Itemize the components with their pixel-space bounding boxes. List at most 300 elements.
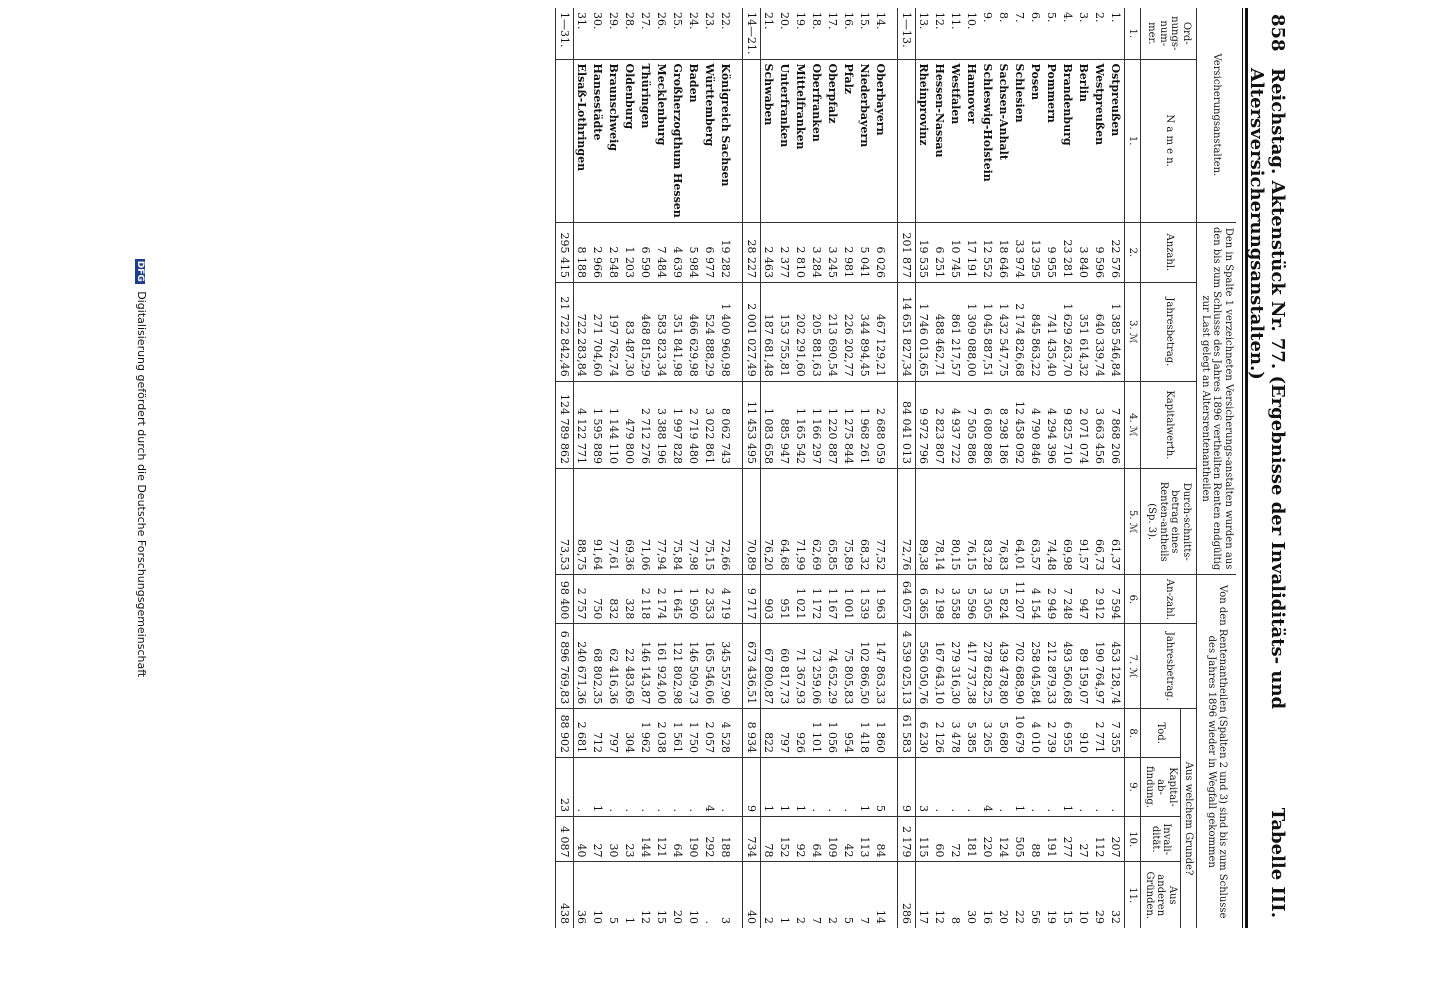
cell-jahr2: 278 628,25 xyxy=(980,624,996,709)
table-row xyxy=(964,8,980,928)
cell-jahr2: 67 800,87 xyxy=(761,624,778,709)
cell-inv: 505 xyxy=(1012,816,1028,862)
column-number: 1. xyxy=(1125,59,1142,222)
table-body xyxy=(556,8,1125,928)
cell-jahr: 1 432 547,75 xyxy=(996,282,1012,381)
cell-avg: 75,84 xyxy=(670,468,686,574)
cell-anzahl: 33 974 xyxy=(1012,222,1028,282)
cell-inv: 78 xyxy=(761,816,778,862)
cell-jahr: 197 762,74 xyxy=(606,282,622,381)
cell-avg: 71,06 xyxy=(638,468,654,574)
footer-note xyxy=(135,8,148,928)
cell-kap2: . xyxy=(1092,758,1108,817)
column-number xyxy=(1125,282,1142,381)
cell-kap2: . xyxy=(825,758,841,817)
sum-row xyxy=(898,8,916,928)
row-number: 13. xyxy=(916,8,933,59)
cell-jahr2: 62 416,36 xyxy=(606,624,622,709)
cell-inv: 191 xyxy=(1044,816,1060,862)
cell-anz: 2 118 xyxy=(638,575,654,624)
row-name: Schlesien xyxy=(1012,59,1028,222)
cell-anz: 1 950 xyxy=(686,575,702,624)
cell-jahr: 351 614,32 xyxy=(1076,282,1092,381)
cell-inv: 115 xyxy=(916,816,933,862)
spacer-cell xyxy=(734,575,743,624)
cell-kap2: 1 xyxy=(1012,758,1028,817)
cell-avg: 68,32 xyxy=(857,468,873,574)
row-number: 14. xyxy=(873,8,889,59)
cell-jahr2: 161 924,00 xyxy=(654,624,670,709)
row-number: 29. xyxy=(606,8,622,59)
header-kapitalabfindung: Kapital-ab-findung. xyxy=(1141,758,1181,817)
page-header xyxy=(1246,8,1292,928)
sum-anzahl: 295 415 xyxy=(556,222,574,282)
spacer-cell xyxy=(734,816,743,862)
table-row xyxy=(841,8,857,928)
header-rule xyxy=(1245,8,1248,928)
header-ordnungsnummer: Ord-nungs-num-mer. xyxy=(1141,8,1197,59)
cell-inv: 277 xyxy=(1060,816,1076,862)
row-name: Oberbayern xyxy=(873,59,889,222)
sum-kap2: 9 xyxy=(743,758,761,817)
header-grund: Aus welchem Grunde? xyxy=(1181,709,1198,928)
cell-avg: 80,15 xyxy=(948,468,964,574)
table-label: Tabelle III. xyxy=(1267,807,1288,918)
row-number: 31. xyxy=(574,8,591,59)
cell-kap2: . xyxy=(1028,758,1044,817)
table-row xyxy=(809,8,825,928)
row-name: Hansestädte xyxy=(590,59,606,222)
unit-mark: ℳ xyxy=(1127,425,1139,437)
sum-kap: 124 789 862 xyxy=(556,381,574,468)
sum-anz: 64 057 xyxy=(898,575,916,624)
cell-jahr2: 89 159,07 xyxy=(1076,624,1092,709)
cell-kap2: . xyxy=(841,758,857,817)
cell-anzahl: 19 282 xyxy=(718,222,734,282)
row-number: 15. xyxy=(857,8,873,59)
column-number xyxy=(1125,468,1142,574)
table-row xyxy=(670,8,686,928)
cell-avg: 63,57 xyxy=(1028,468,1044,574)
header-jahresbetrag-wegfall: Jahresbetrag. xyxy=(1141,624,1197,709)
table-row xyxy=(980,8,996,928)
sum-anzahl: 28 227 xyxy=(743,222,761,282)
cell-and: 56 xyxy=(1029,910,1043,924)
cell-jahr2: 190 764,97 xyxy=(1092,624,1108,709)
sum-inv: 734 xyxy=(743,816,761,862)
cell-inv: 64 xyxy=(670,816,686,862)
cell-avg: 77,98 xyxy=(686,468,702,574)
cell-kap: 9 972 796 xyxy=(916,381,933,468)
cell-anzahl: 4 639 xyxy=(670,222,686,282)
table-row xyxy=(996,8,1012,928)
cell-kap2: . xyxy=(809,758,825,817)
row-name: Rheinprovinz xyxy=(916,59,933,222)
row-name: Westfalen xyxy=(948,59,964,222)
spacer-cell xyxy=(734,862,743,928)
cell-tod: 2 057 xyxy=(702,709,718,758)
sum-jahr: 14 651 827,34 xyxy=(898,282,916,381)
spacer-cell xyxy=(889,8,898,59)
column-number: 10. xyxy=(1125,816,1142,862)
cell-jahr: 524 888,29 xyxy=(702,282,718,381)
cell-jahr2: 345 557,90 xyxy=(718,624,734,709)
row-name: Oldenburg xyxy=(622,59,638,222)
cell-tod: 4 010 xyxy=(1028,709,1044,758)
cell-anzahl: 2 981 xyxy=(841,222,857,282)
cell-kap2: 1 xyxy=(590,758,606,817)
cell-anz: 2 912 xyxy=(1092,575,1108,624)
cell-kap: 2 719 480 xyxy=(686,381,702,468)
cell-jahr2: 102 866,50 xyxy=(857,624,873,709)
cell-inv: 40 xyxy=(574,816,591,862)
cell-avg: 74,48 xyxy=(1044,468,1060,574)
cell-jahr2: 240 671,36 xyxy=(574,624,591,709)
unit-mark: ℳ xyxy=(1127,667,1139,679)
cell-anzahl: 10 745 xyxy=(948,222,964,282)
cell-and: 12 xyxy=(933,910,947,924)
cell-inv: 60 xyxy=(932,816,948,862)
row-number: 1. xyxy=(1108,8,1125,59)
column-number-label: 7. xyxy=(1127,654,1139,665)
row-number: 28. xyxy=(622,8,638,59)
cell-anz: 7 248 xyxy=(1060,575,1076,624)
data-table xyxy=(555,8,1236,928)
cell-anz: 2 949 xyxy=(1044,575,1060,624)
spacer-cell xyxy=(889,282,898,381)
cell-kap: 1 997 828 xyxy=(670,381,686,468)
row-number: 30. xyxy=(590,8,606,59)
cell-and: 10 xyxy=(687,910,701,924)
cell-inv: 190 xyxy=(686,816,702,862)
row-name: Berlin xyxy=(1076,59,1092,222)
row-number: 19. xyxy=(793,8,809,59)
column-group-versicherungsanstalten: Versicherungsanstalten. xyxy=(1197,8,1236,222)
cell-kap: 1 083 658 xyxy=(761,381,778,468)
cell-anz: 6 365 xyxy=(916,575,933,624)
header-namen: N a m e n. xyxy=(1141,59,1197,222)
cell-anzahl: 13 295 xyxy=(1028,222,1044,282)
cell-inv: 292 xyxy=(702,816,718,862)
cell-anz: 947 xyxy=(1076,575,1092,624)
cell-and: 17 xyxy=(917,910,931,924)
cell-and: 32 xyxy=(1109,910,1123,924)
cell-kap: 6 080 886 xyxy=(980,381,996,468)
table-row xyxy=(1012,8,1028,928)
cell-kap: 4 294 396 xyxy=(1044,381,1060,468)
sum-and: 438 xyxy=(556,862,574,928)
sum-label: 1—31. xyxy=(556,8,574,59)
cell-anzahl: 2 548 xyxy=(606,222,622,282)
column-number xyxy=(1125,624,1142,709)
cell-and: 8 xyxy=(949,917,963,924)
cell-and: 1 xyxy=(778,917,792,924)
cell-anzahl: 3 284 xyxy=(809,222,825,282)
row-number: 3. xyxy=(1076,8,1092,59)
cell-jahr: 640 339,74 xyxy=(1092,282,1108,381)
row-number: 5. xyxy=(1044,8,1060,59)
cell-anz: 750 xyxy=(590,575,606,624)
cell-anzahl: 22 576 xyxy=(1108,222,1125,282)
row-name: Thüringen xyxy=(638,59,654,222)
sum-anzahl: 201 877 xyxy=(898,222,916,282)
cell-kap2: . xyxy=(996,758,1012,817)
cell-avg: 69,98 xyxy=(1060,468,1076,574)
cell-kap2: 1 xyxy=(761,758,778,817)
cell-anzahl: 1 203 xyxy=(622,222,638,282)
cell-tod: 3 265 xyxy=(980,709,996,758)
cell-jahr: 722 283,84 xyxy=(574,282,591,381)
row-name: Ostpreußen xyxy=(1108,59,1125,222)
cell-tod: 1 860 xyxy=(873,709,889,758)
cell-kap: 9 825 710 xyxy=(1060,381,1076,468)
cell-and: 10 xyxy=(591,910,605,924)
cell-avg: 72,66 xyxy=(718,468,734,574)
cell-avg: 64,68 xyxy=(777,468,793,574)
cell-and: 7 xyxy=(810,917,824,924)
spacer-cell xyxy=(889,709,898,758)
unit-mark: ℳ xyxy=(1127,332,1139,344)
spacer-cell xyxy=(889,381,898,468)
cell-and: 19 xyxy=(1045,910,1059,924)
cell-jahr: 1 400 960,98 xyxy=(718,282,734,381)
column-number-label: 3. xyxy=(1127,320,1139,330)
header-andere-gruende: Aus anderen Gründen. xyxy=(1141,862,1181,928)
cell-jahr2: 165 546,06 xyxy=(702,624,718,709)
cell-avg: 76,20 xyxy=(761,468,778,574)
table-row xyxy=(590,8,606,928)
spacer-cell xyxy=(734,282,743,381)
sum-anz: 9 717 xyxy=(743,575,761,624)
spacer-cell xyxy=(889,59,898,222)
cell-jahr: 226 202,77 xyxy=(841,282,857,381)
column-number: 9. xyxy=(1125,758,1142,817)
cell-anzahl: 2 463 xyxy=(761,222,778,282)
spacer-cell xyxy=(889,816,898,862)
cell-jahr: 1 045 887,51 xyxy=(980,282,996,381)
cell-jahr: 202 291,60 xyxy=(793,282,809,381)
cell-jahr: 83 487,30 xyxy=(622,282,638,381)
sum-jahr: 21 722 842,46 xyxy=(556,282,574,381)
sum-tod: 61 583 xyxy=(898,709,916,758)
cell-tod: 2 739 xyxy=(1044,709,1060,758)
sum-label: 14—21. xyxy=(743,8,761,59)
row-name: Niederbayern xyxy=(857,59,873,222)
table-row xyxy=(1044,8,1060,928)
cell-avg: 91,64 xyxy=(590,468,606,574)
cell-tod: 2 126 xyxy=(932,709,948,758)
row-name: Sachsen-Anhalt xyxy=(996,59,1012,222)
row-name: Oberfranken xyxy=(809,59,825,222)
cell-anz: 1 645 xyxy=(670,575,686,624)
cell-anz: 951 xyxy=(777,575,793,624)
cell-jahr: 488 462,71 xyxy=(932,282,948,381)
cell-inv: 27 xyxy=(1076,816,1092,862)
cell-jahr: 1 385 546,84 xyxy=(1108,282,1125,381)
cell-anz: 5 824 xyxy=(996,575,1012,624)
cell-avg: 66,73 xyxy=(1092,468,1108,574)
spacer-cell xyxy=(734,8,743,59)
cell-inv: 152 xyxy=(777,816,793,862)
cell-jahr: 1 629 263,70 xyxy=(1060,282,1076,381)
cell-kap: 8 298 186 xyxy=(996,381,1012,468)
cell-inv: 188 xyxy=(718,816,734,862)
cell-avg: 69,36 xyxy=(622,468,638,574)
spacer-row xyxy=(889,8,898,928)
table-row xyxy=(761,8,778,928)
row-number: 10. xyxy=(964,8,980,59)
cell-avg: 88,75 xyxy=(574,468,591,574)
row-name: Posen xyxy=(1028,59,1044,222)
cell-anz: 2 198 xyxy=(932,575,948,624)
column-number: 6. xyxy=(1125,575,1142,624)
cell-and: 12 xyxy=(639,910,653,924)
cell-inv: 109 xyxy=(825,816,841,862)
cell-jahr: 861 217,57 xyxy=(948,282,964,381)
cell-tod: 6 955 xyxy=(1060,709,1076,758)
sum-row xyxy=(743,8,761,928)
cell-inv: 84 xyxy=(873,816,889,862)
cell-tod: 5 385 xyxy=(964,709,980,758)
cell-inv: 144 xyxy=(638,816,654,862)
sum-kap2: 9 xyxy=(898,758,916,817)
cell-jahr2: 556 050,76 xyxy=(916,624,933,709)
cell-tod: 6 230 xyxy=(916,709,933,758)
spacer-cell xyxy=(889,222,898,282)
cell-kap: 4 122 771 xyxy=(574,381,591,468)
cell-jahr2: 212 879,33 xyxy=(1044,624,1060,709)
cell-anzahl: 19 535 xyxy=(916,222,933,282)
row-number: 25. xyxy=(670,8,686,59)
cell-kap: 1 144 110 xyxy=(606,381,622,468)
table-row xyxy=(932,8,948,928)
table-row xyxy=(825,8,841,928)
cell-kap2: . xyxy=(606,758,622,817)
row-name: Großherzogthum Hessen xyxy=(670,59,686,222)
cell-anz: 1 963 xyxy=(873,575,889,624)
row-number: 20. xyxy=(777,8,793,59)
cell-avg: 78,14 xyxy=(932,468,948,574)
cell-jahr: 845 863,22 xyxy=(1028,282,1044,381)
cell-avg: 75,89 xyxy=(841,468,857,574)
table-row xyxy=(574,8,591,928)
cell-inv: 112 xyxy=(1092,816,1108,862)
row-name: Hannover xyxy=(964,59,980,222)
cell-kap: 885 947 xyxy=(777,381,793,468)
row-number: 18. xyxy=(809,8,825,59)
spacer-cell xyxy=(889,758,898,817)
cell-kap: 2 071 074 xyxy=(1076,381,1092,468)
cell-anzahl: 5 041 xyxy=(857,222,873,282)
row-name: Württemberg xyxy=(702,59,718,222)
cell-jahr: 2 174 826,68 xyxy=(1012,282,1028,381)
cell-kap2: . xyxy=(638,758,654,817)
cell-inv: 30 xyxy=(606,816,622,862)
cell-tod: 4 528 xyxy=(718,709,734,758)
cell-kap2: 1 xyxy=(857,758,873,817)
column-number: 8. xyxy=(1125,709,1142,758)
cell-tod: 2 681 xyxy=(574,709,591,758)
row-number: 26. xyxy=(654,8,670,59)
row-number: 9. xyxy=(980,8,996,59)
row-number: 8. xyxy=(996,8,1012,59)
cell-avg: 76,83 xyxy=(996,468,1012,574)
sum-inv: 2 179 xyxy=(898,816,916,862)
cell-jahr: 271 704,60 xyxy=(590,282,606,381)
cell-anz: 2 757 xyxy=(574,575,591,624)
cell-and: 14 xyxy=(874,910,888,924)
cell-jahr: 741 435,40 xyxy=(1044,282,1060,381)
sum-tod: 8 934 xyxy=(743,709,761,758)
cell-and: 29 xyxy=(1093,910,1107,924)
cell-avg: 62,69 xyxy=(809,468,825,574)
column-number-label: 4. xyxy=(1127,413,1139,423)
cell-tod: 10 679 xyxy=(1012,709,1028,758)
cell-anzahl: 7 484 xyxy=(654,222,670,282)
row-number: 21. xyxy=(761,8,778,59)
row-name: Unterfranken xyxy=(777,59,793,222)
cell-tod: 797 xyxy=(606,709,622,758)
cell-jahr2: 279 316,30 xyxy=(948,624,964,709)
cell-anzahl: 9 596 xyxy=(1092,222,1108,282)
cell-tod: 3 478 xyxy=(948,709,964,758)
cell-kap2: . xyxy=(1108,758,1125,817)
cell-kap2: . xyxy=(670,758,686,817)
sum-kap: 84 041 013 xyxy=(898,381,916,468)
spacer-cell xyxy=(889,862,898,928)
row-name: Mittelfranken xyxy=(793,59,809,222)
cell-jahr2: 121 802,98 xyxy=(670,624,686,709)
header-kapitalwerth: Kapitalwerth. xyxy=(1141,381,1197,468)
cell-jahr2: 68 802,35 xyxy=(590,624,606,709)
cell-anz: 903 xyxy=(761,575,778,624)
cell-jahr: 466 629,98 xyxy=(686,282,702,381)
cell-anz: 1 001 xyxy=(841,575,857,624)
header-jahresbetrag: Jahresbetrag. xyxy=(1141,282,1197,381)
cell-avg: 77,52 xyxy=(873,468,889,574)
cell-jahr2: 147 863,33 xyxy=(873,624,889,709)
cell-kap2: . xyxy=(948,758,964,817)
cell-jahr2: 493 560,68 xyxy=(1060,624,1076,709)
sum-jahr2: 673 436,51 xyxy=(743,624,761,709)
cell-anz: 5 596 xyxy=(964,575,980,624)
table-row xyxy=(1028,8,1044,928)
cell-tod: 2 038 xyxy=(654,709,670,758)
sum-and: 286 xyxy=(898,862,916,928)
cell-kap: 3 388 196 xyxy=(654,381,670,468)
row-name: Braunschweig xyxy=(606,59,622,222)
cell-inv: 27 xyxy=(590,816,606,862)
cell-jahr2: 75 805,83 xyxy=(841,624,857,709)
cell-kap: 1 968 261 xyxy=(857,381,873,468)
cell-anzahl: 23 281 xyxy=(1060,222,1076,282)
cell-avg: 65,85 xyxy=(825,468,841,574)
row-number: 2. xyxy=(1092,8,1108,59)
cell-tod: 1 101 xyxy=(809,709,825,758)
cell-and: 7 xyxy=(858,917,872,924)
cell-jahr: 583 823,34 xyxy=(654,282,670,381)
cell-avg: 75,15 xyxy=(702,468,718,574)
page-number: 858 xyxy=(1267,14,1288,52)
cell-and: 15 xyxy=(1061,910,1075,924)
table-row xyxy=(606,8,622,928)
cell-kap2: 5 xyxy=(873,758,889,817)
sum-and: 40 xyxy=(743,862,761,928)
cell-anzahl: 18 646 xyxy=(996,222,1012,282)
row-number: 27. xyxy=(638,8,654,59)
cell-anzahl: 2 377 xyxy=(777,222,793,282)
cell-kap: 1 220 887 xyxy=(825,381,841,468)
